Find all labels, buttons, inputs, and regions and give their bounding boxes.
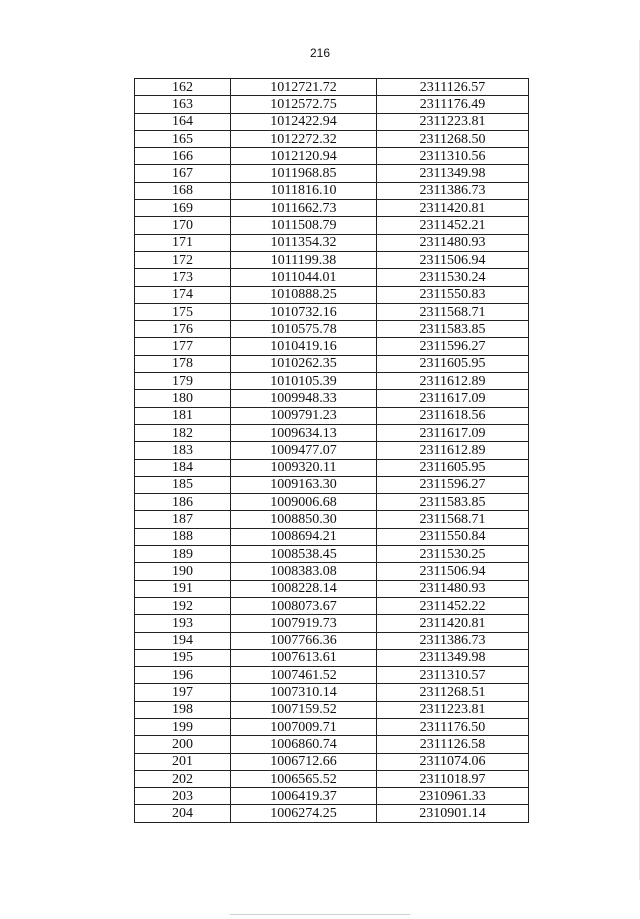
table-row <box>135 580 529 597</box>
point-number-cell: 193 <box>135 615 231 632</box>
y-coordinate-cell: 2311530.24 <box>377 269 529 286</box>
table-row <box>135 476 529 493</box>
x-coordinate-cell: 1007310.14 <box>231 684 377 701</box>
y-coordinate-cell: 2311550.84 <box>377 528 529 545</box>
y-coordinate-cell: 2311612.89 <box>377 373 529 390</box>
x-coordinate-cell: 1009163.30 <box>231 476 377 493</box>
y-coordinate-cell: 2310901.14 <box>377 805 529 822</box>
coordinates-table-body <box>135 79 529 823</box>
table-row <box>135 79 529 96</box>
point-number-cell: 192 <box>135 597 231 614</box>
table-row <box>135 701 529 718</box>
coordinates-table <box>134 78 529 823</box>
x-coordinate-cell: 1008538.45 <box>231 546 377 563</box>
table-row <box>135 528 529 545</box>
x-coordinate-cell: 1011968.85 <box>231 165 377 182</box>
table-row <box>135 684 529 701</box>
x-coordinate-cell: 1007919.73 <box>231 615 377 632</box>
x-coordinate-cell: 1008694.21 <box>231 528 377 545</box>
x-coordinate-cell: 1011354.32 <box>231 234 377 251</box>
table-row <box>135 563 529 580</box>
point-number-cell: 177 <box>135 338 231 355</box>
table-row <box>135 546 529 563</box>
y-coordinate-cell: 2311550.83 <box>377 286 529 303</box>
y-coordinate-cell: 2311126.57 <box>377 79 529 96</box>
x-coordinate-cell: 1008073.67 <box>231 597 377 614</box>
point-number-cell: 172 <box>135 251 231 268</box>
x-coordinate-cell: 1011199.38 <box>231 251 377 268</box>
table-row <box>135 805 529 822</box>
point-number-cell: 165 <box>135 130 231 147</box>
table-row <box>135 148 529 165</box>
table-row <box>135 442 529 459</box>
y-coordinate-cell: 2311568.71 <box>377 511 529 528</box>
point-number-cell: 190 <box>135 563 231 580</box>
point-number-cell: 186 <box>135 494 231 511</box>
y-coordinate-cell: 2311386.73 <box>377 182 529 199</box>
table-row <box>135 321 529 338</box>
x-coordinate-cell: 1012120.94 <box>231 148 377 165</box>
table-row <box>135 494 529 511</box>
scan-bottom-line <box>230 914 410 915</box>
point-number-cell: 174 <box>135 286 231 303</box>
point-number-cell: 184 <box>135 459 231 476</box>
y-coordinate-cell: 2311568.71 <box>377 303 529 320</box>
point-number-cell: 191 <box>135 580 231 597</box>
y-coordinate-cell: 2311223.81 <box>377 701 529 718</box>
table-row <box>135 355 529 372</box>
point-number-cell: 198 <box>135 701 231 718</box>
table-row <box>135 303 529 320</box>
point-number-cell: 202 <box>135 770 231 787</box>
x-coordinate-cell: 1008383.08 <box>231 563 377 580</box>
point-number-cell: 189 <box>135 546 231 563</box>
x-coordinate-cell: 1006860.74 <box>231 736 377 753</box>
y-coordinate-cell: 2311420.81 <box>377 615 529 632</box>
table-row <box>135 770 529 787</box>
x-coordinate-cell: 1006274.25 <box>231 805 377 822</box>
y-coordinate-cell: 2311617.09 <box>377 390 529 407</box>
point-number-cell: 203 <box>135 788 231 805</box>
x-coordinate-cell: 1010732.16 <box>231 303 377 320</box>
table-row <box>135 269 529 286</box>
point-number-cell: 166 <box>135 148 231 165</box>
y-coordinate-cell: 2311268.50 <box>377 130 529 147</box>
table-row <box>135 234 529 251</box>
point-number-cell: 164 <box>135 113 231 130</box>
y-coordinate-cell: 2311617.09 <box>377 424 529 441</box>
x-coordinate-cell: 1012572.75 <box>231 96 377 113</box>
point-number-cell: 173 <box>135 269 231 286</box>
y-coordinate-cell: 2311506.94 <box>377 563 529 580</box>
y-coordinate-cell: 2311268.51 <box>377 684 529 701</box>
y-coordinate-cell: 2311018.97 <box>377 770 529 787</box>
point-number-cell: 200 <box>135 736 231 753</box>
x-coordinate-cell: 1006565.52 <box>231 770 377 787</box>
y-coordinate-cell: 2311452.21 <box>377 217 529 234</box>
x-coordinate-cell: 1007159.52 <box>231 701 377 718</box>
table-row <box>135 182 529 199</box>
y-coordinate-cell: 2311386.73 <box>377 632 529 649</box>
table-row <box>135 718 529 735</box>
point-number-cell: 170 <box>135 217 231 234</box>
y-coordinate-cell: 2311480.93 <box>377 580 529 597</box>
point-number-cell: 168 <box>135 182 231 199</box>
x-coordinate-cell: 1009948.33 <box>231 390 377 407</box>
y-coordinate-cell: 2311530.25 <box>377 546 529 563</box>
x-coordinate-cell: 1007766.36 <box>231 632 377 649</box>
page-number: 216 <box>309 46 331 60</box>
table-row <box>135 407 529 424</box>
table-row <box>135 649 529 666</box>
table-row <box>135 736 529 753</box>
y-coordinate-cell: 2311618.56 <box>377 407 529 424</box>
x-coordinate-cell: 1011508.79 <box>231 217 377 234</box>
table-row <box>135 459 529 476</box>
x-coordinate-cell: 1010575.78 <box>231 321 377 338</box>
table-row <box>135 373 529 390</box>
y-coordinate-cell: 2311596.27 <box>377 338 529 355</box>
x-coordinate-cell: 1011816.10 <box>231 182 377 199</box>
x-coordinate-cell: 1006712.66 <box>231 753 377 770</box>
x-coordinate-cell: 1010262.35 <box>231 355 377 372</box>
point-number-cell: 163 <box>135 96 231 113</box>
x-coordinate-cell: 1007461.52 <box>231 667 377 684</box>
x-coordinate-cell: 1008228.14 <box>231 580 377 597</box>
y-coordinate-cell: 2311126.58 <box>377 736 529 753</box>
x-coordinate-cell: 1011662.73 <box>231 200 377 217</box>
y-coordinate-cell: 2311596.27 <box>377 476 529 493</box>
y-coordinate-cell: 2311349.98 <box>377 649 529 666</box>
table-row <box>135 753 529 770</box>
x-coordinate-cell: 1010888.25 <box>231 286 377 303</box>
x-coordinate-cell: 1012272.32 <box>231 130 377 147</box>
table-row <box>135 424 529 441</box>
y-coordinate-cell: 2311506.94 <box>377 251 529 268</box>
point-number-cell: 187 <box>135 511 231 528</box>
point-number-cell: 176 <box>135 321 231 338</box>
y-coordinate-cell: 2311480.93 <box>377 234 529 251</box>
point-number-cell: 162 <box>135 79 231 96</box>
point-number-cell: 179 <box>135 373 231 390</box>
table-row <box>135 165 529 182</box>
point-number-cell: 204 <box>135 805 231 822</box>
y-coordinate-cell: 2310961.33 <box>377 788 529 805</box>
table-row <box>135 130 529 147</box>
point-number-cell: 181 <box>135 407 231 424</box>
point-number-cell: 188 <box>135 528 231 545</box>
point-number-cell: 175 <box>135 303 231 320</box>
x-coordinate-cell: 1009477.07 <box>231 442 377 459</box>
table-row <box>135 597 529 614</box>
point-number-cell: 167 <box>135 165 231 182</box>
point-number-cell: 183 <box>135 442 231 459</box>
x-coordinate-cell: 1008850.30 <box>231 511 377 528</box>
table-row <box>135 200 529 217</box>
y-coordinate-cell: 2311583.85 <box>377 321 529 338</box>
x-coordinate-cell: 1009791.23 <box>231 407 377 424</box>
y-coordinate-cell: 2311605.95 <box>377 355 529 372</box>
point-number-cell: 195 <box>135 649 231 666</box>
y-coordinate-cell: 2311074.06 <box>377 753 529 770</box>
point-number-cell: 180 <box>135 390 231 407</box>
table-row <box>135 96 529 113</box>
point-number-cell: 199 <box>135 718 231 735</box>
y-coordinate-cell: 2311349.98 <box>377 165 529 182</box>
y-coordinate-cell: 2311420.81 <box>377 200 529 217</box>
table-row <box>135 338 529 355</box>
point-number-cell: 196 <box>135 667 231 684</box>
point-number-cell: 194 <box>135 632 231 649</box>
y-coordinate-cell: 2311612.89 <box>377 442 529 459</box>
table-row <box>135 615 529 632</box>
y-coordinate-cell: 2311310.56 <box>377 148 529 165</box>
table-row <box>135 113 529 130</box>
x-coordinate-cell: 1011044.01 <box>231 269 377 286</box>
table-row <box>135 667 529 684</box>
y-coordinate-cell: 2311452.22 <box>377 597 529 614</box>
point-number-cell: 182 <box>135 424 231 441</box>
x-coordinate-cell: 1010105.39 <box>231 373 377 390</box>
table-row <box>135 390 529 407</box>
x-coordinate-cell: 1012721.72 <box>231 79 377 96</box>
y-coordinate-cell: 2311176.50 <box>377 718 529 735</box>
x-coordinate-cell: 1009006.68 <box>231 494 377 511</box>
x-coordinate-cell: 1009320.11 <box>231 459 377 476</box>
x-coordinate-cell: 1009634.13 <box>231 424 377 441</box>
point-number-cell: 178 <box>135 355 231 372</box>
x-coordinate-cell: 1006419.37 <box>231 788 377 805</box>
table-row <box>135 217 529 234</box>
table-row <box>135 251 529 268</box>
x-coordinate-cell: 1007009.71 <box>231 718 377 735</box>
table-row <box>135 511 529 528</box>
point-number-cell: 169 <box>135 200 231 217</box>
y-coordinate-cell: 2311176.49 <box>377 96 529 113</box>
table-row <box>135 632 529 649</box>
table-row <box>135 788 529 805</box>
y-coordinate-cell: 2311223.81 <box>377 113 529 130</box>
y-coordinate-cell: 2311583.85 <box>377 494 529 511</box>
x-coordinate-cell: 1007613.61 <box>231 649 377 666</box>
x-coordinate-cell: 1012422.94 <box>231 113 377 130</box>
table-row <box>135 286 529 303</box>
x-coordinate-cell: 1010419.16 <box>231 338 377 355</box>
point-number-cell: 197 <box>135 684 231 701</box>
point-number-cell: 185 <box>135 476 231 493</box>
y-coordinate-cell: 2311310.57 <box>377 667 529 684</box>
point-number-cell: 171 <box>135 234 231 251</box>
point-number-cell: 201 <box>135 753 231 770</box>
y-coordinate-cell: 2311605.95 <box>377 459 529 476</box>
